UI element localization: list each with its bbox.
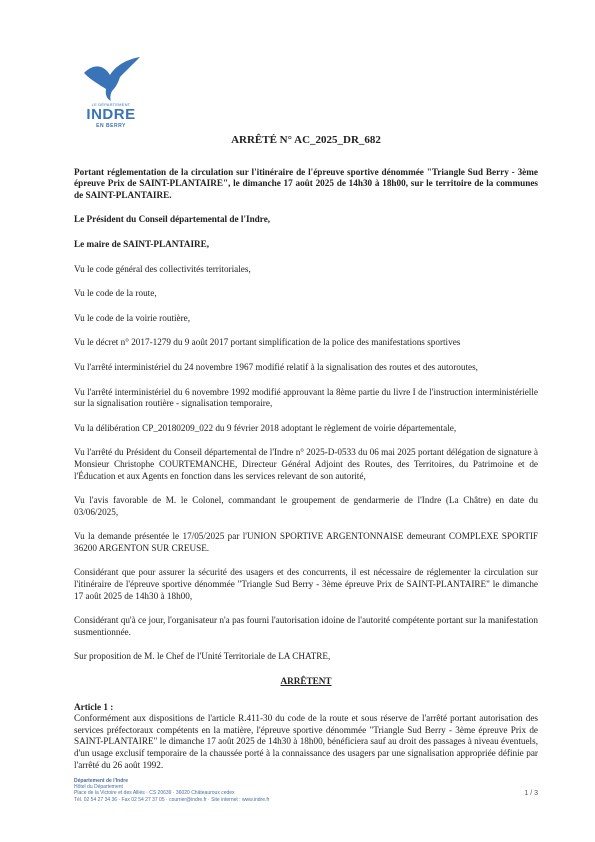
logo-line3: EN BERRY [96, 123, 126, 129]
document-body [74, 135, 538, 784]
vu-item: Vu la demande présentée le 17/05/2025 par l'UNION SPORTIVE ARGENTONNAISE demeurant COMPLEXE SPORTIF 36200 ARGENTON SUR CREUSE. [74, 531, 538, 553]
vu-item: Vu la délibération CP_20180209_022 du 9 février 2018 adoptant le règlement de voirie départementale, [74, 422, 457, 433]
vu-item: Vu le code de la voirie routière, [74, 312, 191, 323]
eagle-emblem-icon [80, 55, 142, 101]
vu-item: Vu le code de la route, [74, 288, 157, 299]
vu-item: Vu l'arrêté du Président du Conseil départemental de l'Indre n° 2025-D-0533 du 06 mai 2025 portant délégation de signature à Monsieur Christophe COURTEMANCHE, Directeur Général Adjoint des Routes, des Territoires, du Patrimoine et de l'Éducation et aux Agents en fonction dans les services relevant de son autorité, [74, 447, 538, 481]
footer-line2: Hôtel du Département [74, 784, 123, 791]
vu-item: Vu le décret n° 2017-1279 du 9 août 2017 portant simplification de la police des manifestations sportives [74, 337, 461, 348]
footer-line4: Tél. 02 54 27 34 36 · Fax 02 54 27 37 05 · courrier@indre.fr · Site internet : www.indre.fr [74, 796, 270, 803]
intro-paragraph: Portant réglementation de la circulation sur l'itinéraire de l'épreuve sportive dénommée "Triangle Sud Berry - 3ème épreuve Prix de SAINT-PLANTAIRE", le dimanche 17 août 2025 de 14h30 à 18h00, sur le territoire de la communes de SAINT-PLANTAIRE. [74, 166, 538, 200]
page-number: 1 / 3 [524, 790, 538, 797]
vu-item: Vu l'avis favorable de M. le Colonel, commandant le groupement de gendarmerie de l'Indre (La Châtre) en date du 03/06/2025, [74, 495, 538, 517]
vu-item: Vu l'arrêté interministériel du 24 novembre 1967 modifié relatif à la signalisation des routes et des autoroutes, [74, 361, 478, 372]
article-1-text: Conformément aux dispositions de l'article R.411-30 du code de la route et sous réserve de l'arrêté portant autorisation des services préfectoraux compétents en la matière, l'épreuve sportive dénommée "Triangle Sud Berry - 3ème épreuve Prix de SAINT-PLANTAIRE" le dimanche 17 août 2025 de 14h30 à 18h00, bénéficiera sauf au droit des passages à niveau éventuels, d'un usage exclusif temporaire de la chaussée porté à la connaissance des usagers par une signalisation appropriée définie par l'arrêté du 26 août 1992. [74, 713, 538, 770]
proposition-line: Sur proposition de M. le Chef de l'Unité Territoriale de LA CHATRE, [74, 651, 331, 662]
considerant-item: Considérant qu'à ce jour, l'organisateur n'a pas fourni l'autorisation idoine de l'autorité compétente portant sur la manifestation susmentionnée. [74, 615, 538, 637]
logo-line2: INDRE [86, 106, 136, 123]
department-logo [80, 55, 142, 135]
document-title: ARRÊTÉ N° AC_2025_DR_682 [231, 134, 381, 146]
arretent-heading: ARRÊTENT [280, 676, 332, 687]
vu-item: Vu l'arrêté interministériel du 6 novembre 1992 modifié approuvant la 8ème partie du livre I de l'instruction interministérielle sur la signalisation routière - signalisation temporaire, [74, 386, 538, 409]
president-line: Le Président du Conseil départemental de l'Indre, [74, 214, 271, 225]
page-footer [74, 778, 538, 803]
footer-line1: Département de l'Indre [74, 778, 128, 784]
article-1-label: Article 1 : [74, 701, 114, 712]
footer-line3: Place de la Victoire et des Alliés · CS 20639 · 36020 Châteauroux cedex [74, 790, 235, 797]
considerant-item: Considérant que pour assurer la sécurité des usagers et des concurrents, il est nécessaire de réglementer la circulation sur l'itinéraire de l'épreuve sportive dénommée "Triangle Sud Berry - 3ème épreuve Prix de SAINT-PLANTAIRE" le dimanche 17 août 2025 de 14h30 à 18h00, [74, 567, 538, 601]
logo-line1: LE DÉPARTEMENT [91, 102, 131, 107]
maire-line: Le maire de SAINT-PLANTAIRE, [74, 238, 210, 249]
vu-item: Vu le code général des collectivités territoriales, [74, 263, 251, 274]
